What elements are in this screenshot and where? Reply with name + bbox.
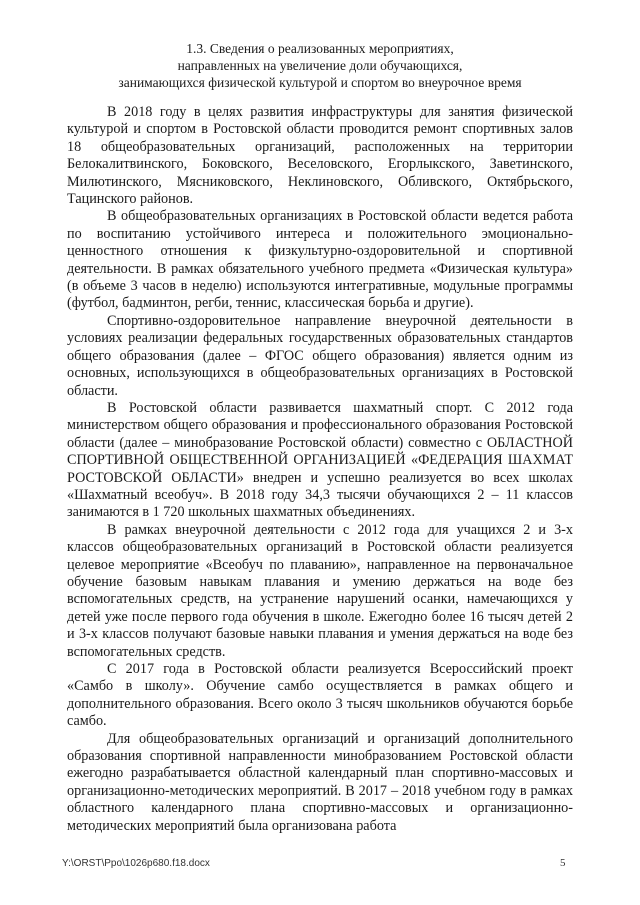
heading-line-2: направленных на увеличение доли обучающихся,: [177, 58, 463, 73]
paragraph-chess: В Ростовской области развивается шахматный спорт. С 2012 года министерством общего образования и профессионального образования Ростовской области (далее – минобразование Ростовской области) совместно с ОБЛАСТНОЙ СПОРТИВНОЙ ОБЩЕСТВЕННОЙ ОРГАНИЗАЦИЕЙ «ФЕДЕРАЦИЯ ШАХМАТ РОСТОВСКОЙ ОБЛАСТИ» внедрен и успешно реализуется во всех школах «Шахматный всеобуч». В 2018 году 34,3 тысячи обучающихся 2 – 11 классов занимаются в 1 720 школьных шахматных объединениях.: [67, 399, 573, 521]
document-body: [67, 104, 573, 835]
page-number: 5: [560, 857, 566, 869]
heading-line-1: 1.3. Сведения о реализованных мероприятиях,: [186, 41, 454, 56]
footer-file-path: Y:\ORST\Ppo\1026p680.f18.docx: [62, 858, 210, 869]
paragraph-physical-education: В общеобразовательных организациях в Ростовской области ведется работа по воспитанию устойчивого интереса и положительного эмоционально-ценностного отношения к физкультурно-оздоровительной и спортивной деятельности. В рамках обязательного учебного предмета «Физическая культура» (в объеме 3 часов в неделю) используются интегративные, модульные программы (футбол, бадминтон, регби, теннис, классическая борьба и другие).: [67, 208, 573, 312]
heading-line-3: занимающихся физической культурой и спортом во внеурочное время: [118, 75, 522, 90]
section-heading: [60, 40, 580, 91]
paragraph-extracurricular: Спортивно-оздоровительное направление внеурочной деятельности в условиях реализации федеральных государственных образовательных стандартов общего образования (далее – ФГОС общего образования) является одним из основных, использующихся в общеобразовательных организациях в Ростовской области.: [67, 312, 573, 399]
paragraph-calendar-plan: Для общеобразовательных организаций и организаций дополнительного образования спортивной направленности минобразованием Ростовской области ежегодно разрабатывается областной календарный план спортивно-массовых и организационно-методических мероприятий. В 2017 – 2018 учебном году в рамках областного календарного плана спортивно-массовых и организационно-методических мероприятий была организована работа: [67, 730, 573, 834]
paragraph-swimming: В рамках внеурочной деятельности с 2012 года для учащихся 2 и 3-х классов общеобразовательных организаций в Ростовской области реализуется целевое мероприятие «Всеобуч по плаванию», направленное на первоначальное обучение базовым навыкам плавания и умению держаться на воде без вспомогательных средств, на устранение нарушений осанки, намечающихся у детей уже после первого года обучения в школе. Ежегодно более 16 тысяч детей 2 и 3-х классов получают базовые навыки плавания и умения держаться на воде без вспомогательных средств.: [67, 521, 573, 660]
paragraph-infrastructure: В 2018 году в целях развития инфраструктуры для занятия физической культурой и спортом в Ростовской области проводится ремонт спортивных залов 18 общеобразовательных организаций, расположенных на территории Белокалитвинского, Боковского, Веселовского, Егорлыкского, Заветинского, Милютинского, Мясниковского, Неклиновского, Обливского, Октябрьского, Тацинского районов.: [67, 104, 573, 208]
paragraph-sambo: С 2017 года в Ростовской области реализуется Всероссийский проект «Самбо в школу». Обучение самбо осуществляется в рамках общего и дополнительного образования. Всего около 3 тысяч школьников обучаются борьбе самбо.: [67, 661, 573, 730]
